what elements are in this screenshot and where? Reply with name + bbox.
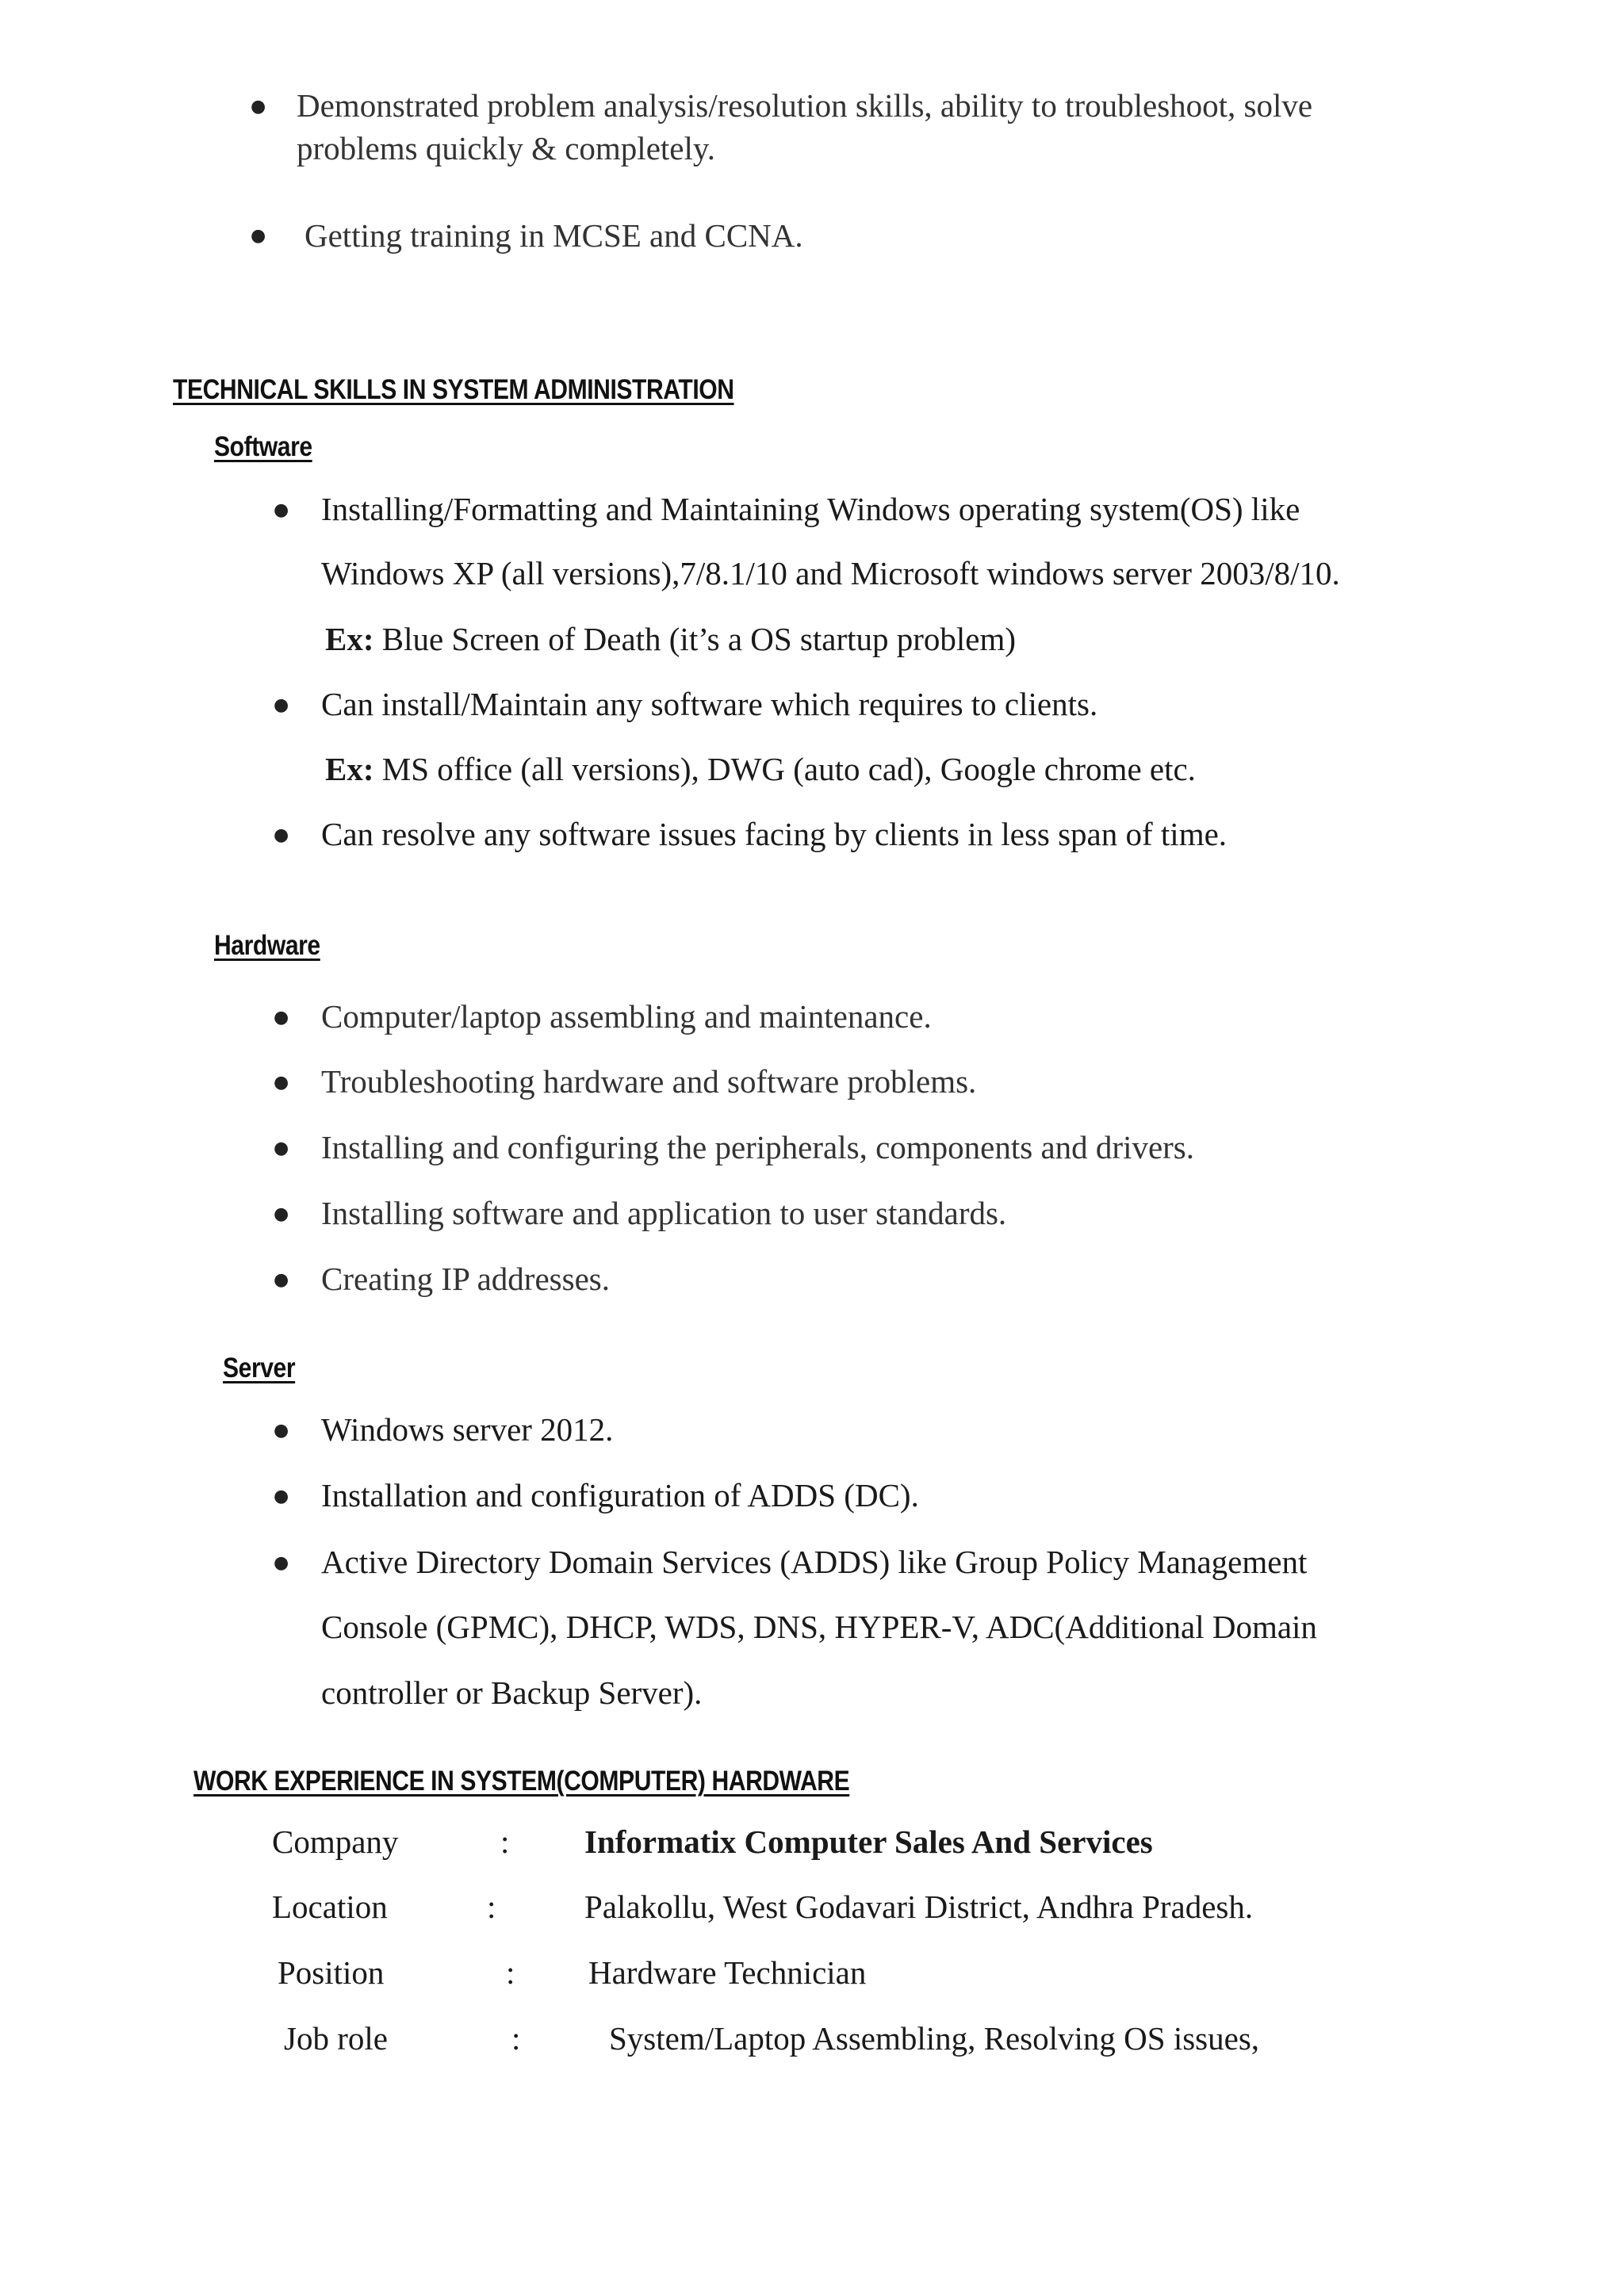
bullet-dot: ● [274, 1553, 289, 1573]
bullet-dot: ● [274, 500, 289, 520]
intro-bullet-1-line-1: Demonstrated problem analysis/resolution skills, ability to troubleshoot, solve [297, 87, 1313, 124]
software-bullet-1-line-2: Windows XP (all versions),7/8.1/10 and Microsoft windows server 2003/8/10. [321, 555, 1340, 591]
hardware-item: Computer/laptop assembling and maintenance. [321, 998, 932, 1035]
example-text: MS office (all versions), DWG (auto cad), Google chrome etc. [381, 751, 1196, 787]
software-heading: Software [214, 431, 312, 462]
hardware-item: Installing and configuring the peripherals, components and drivers. [321, 1129, 1195, 1165]
position-value: Hardware Technician [588, 1954, 867, 1991]
bullet-dot: ● [251, 97, 266, 117]
bullet-dot: ● [274, 695, 289, 715]
location-value: Palakollu, West Godavari District, Andhra Pradesh. [584, 1888, 1254, 1925]
position-colon: : [506, 1954, 515, 1991]
software-bullet-3: Can resolve any software issues facing by clients in less span of time. [321, 816, 1228, 852]
server-item-3-line-3: controller or Backup Server). [321, 1674, 703, 1711]
server-item-3-line-2: Console (GPMC), DHCP, WDS, DNS, HYPER-V, ADC(Additional Domain [321, 1609, 1317, 1645]
work-experience-heading: WORK EXPERIENCE IN SYSTEM(COMPUTER) HARDWARE [193, 1766, 850, 1797]
software-bullet-2-example [325, 753, 1196, 786]
job-role-value: System/Laptop Assembling, Resolving OS issues, [609, 2020, 1260, 2057]
location-colon: : [487, 1888, 496, 1925]
software-bullet-1-example [325, 623, 1016, 656]
server-heading: Server [223, 1353, 296, 1383]
bullet-dot: ● [274, 1270, 289, 1290]
server-item: Windows server 2012. [321, 1411, 614, 1448]
bullet-dot: ● [274, 1138, 289, 1158]
job-role-label: Job role [284, 2020, 388, 2057]
server-item: Installation and configuration of ADDS (DC). [321, 1477, 919, 1513]
company-value: Informatix Computer Sales And Services [584, 1823, 1153, 1860]
bullet-dot: ● [274, 1204, 289, 1224]
bullet-dot: ● [274, 1073, 289, 1093]
company-colon: : [500, 1823, 510, 1860]
hardware-item: Creating IP addresses. [321, 1261, 610, 1297]
intro-bullet-2: Getting training in MCSE and CCNA. [304, 217, 803, 254]
position-label: Position [278, 1954, 385, 1991]
bullet-dot: ● [274, 825, 289, 845]
company-label: Company [272, 1823, 399, 1860]
software-bullet-1-line-1: Installing/Formatting and Maintaining Windows operating system(OS) like [321, 491, 1300, 527]
bullet-dot: ● [274, 1487, 289, 1506]
software-bullet-2-line-1: Can install/Maintain any software which requires to clients. [321, 686, 1098, 722]
location-label: Location [272, 1888, 388, 1925]
example-label: Ex: [325, 751, 374, 787]
bullet-dot: ● [274, 1421, 289, 1441]
server-item-3-line-1: Active Directory Domain Services (ADDS) like Group Policy Management [321, 1544, 1308, 1580]
hardware-item: Installing software and application to user standards. [321, 1195, 1007, 1231]
example-text: Blue Screen of Death (it’s a OS startup problem) [381, 621, 1017, 657]
technical-skills-heading: TECHNICAL SKILLS IN SYSTEM ADMINISTRATION [173, 374, 734, 405]
bullet-dot: ● [274, 1008, 289, 1027]
job-role-colon: : [511, 2020, 521, 2057]
hardware-heading: Hardware [214, 930, 320, 961]
intro-bullet-1-line-2: problems quickly & completely. [297, 130, 715, 166]
hardware-item: Troubleshooting hardware and software problems. [321, 1063, 977, 1100]
example-label: Ex: [325, 621, 374, 657]
bullet-dot: ● [251, 226, 266, 246]
